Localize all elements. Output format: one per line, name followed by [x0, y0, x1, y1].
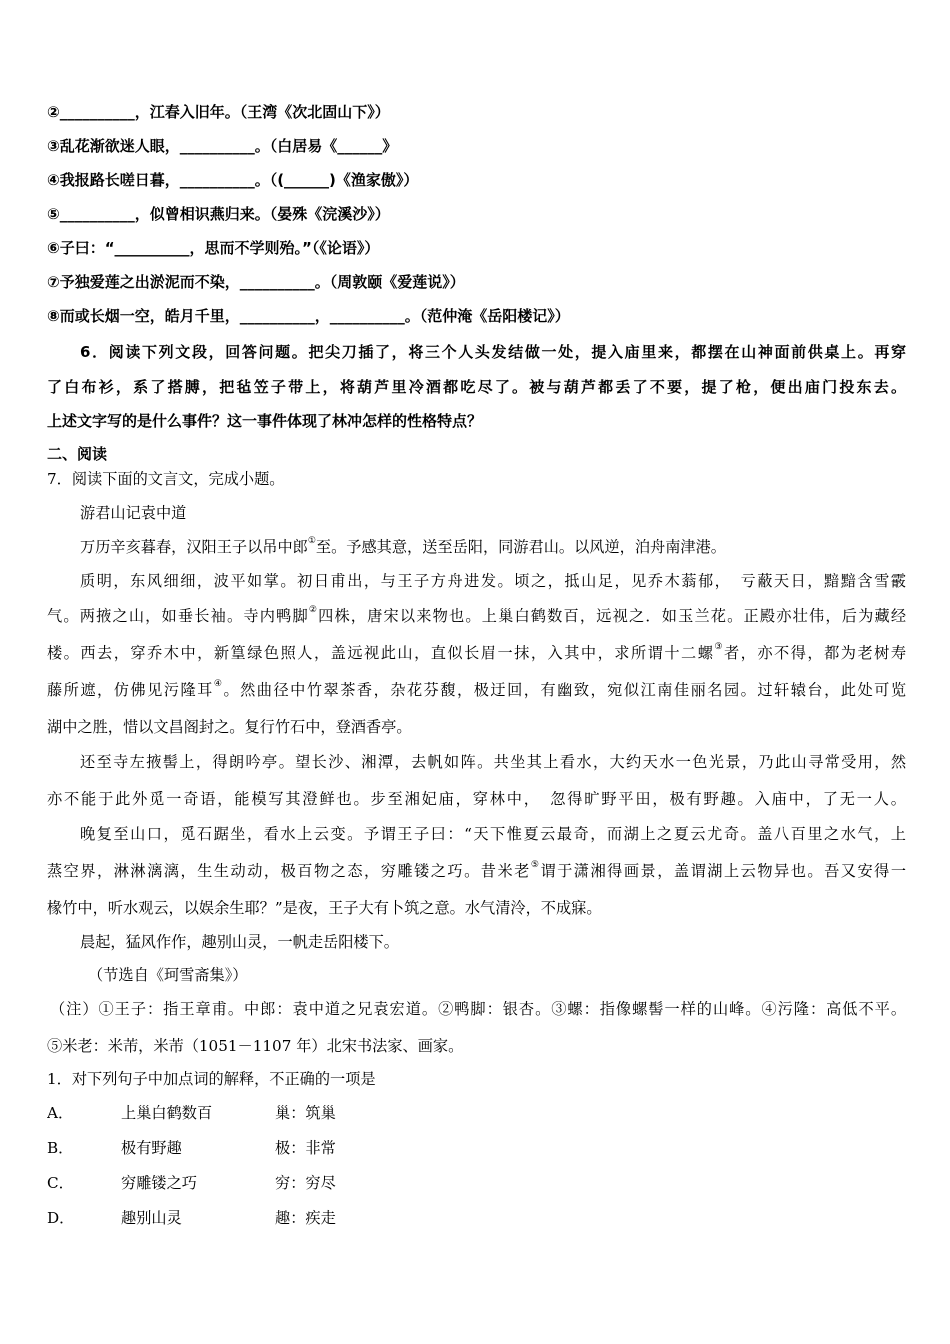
notes-line-2: ⑤米老：米芾，米芾（1051－1107 年）北宋书法家、画家。: [47, 1037, 464, 1055]
q7-intro: 7．阅读下面的文言文，完成小题。: [47, 470, 285, 488]
passage-p3-line-1: 还至寺左掖髻上，得朗吟亭。望长沙、湘潭，去帆如阵。共坐其上看水，大约天水一色光景，乃此山寻常受用，然: [80, 753, 906, 771]
subq1-stem: 1．对下列句子中加点词的解释，不正确的一项是: [47, 1070, 376, 1088]
option-gloss: 趣：疾走: [275, 1209, 336, 1227]
option-text: 极有野趣: [121, 1139, 182, 1157]
option-label: D．: [47, 1209, 75, 1227]
option-text: 上巢白鹤数百: [121, 1104, 213, 1122]
q6-line-2: 了白布衫，系了搭膊，把毡笠子带上，将葫芦里冷酒都吃尽了。被与葫芦都丢了不要，提了枪，便出庙门投东去。: [47, 378, 906, 396]
option-d[interactable]: [47, 1207, 906, 1229]
fill-blank-4: ④我报路长嗟日暮，__________。（(______)《渔家傲》）: [47, 171, 419, 189]
notes-line-1: （注）①王子：指王章甫。中郎：袁中道之兄袁宏道。②鸭脚：银杏。③螺：指像螺髻一样的山峰。④污隆：高低不平。: [50, 1000, 906, 1018]
fill-blank-3: ③乱花渐欲迷人眼，__________。（白居易《______》: [47, 137, 398, 155]
note-marker-5: ⑤: [530, 860, 541, 870]
option-gloss: 极：非常: [275, 1139, 336, 1157]
passage-p2-line-2: 气。两掖之山，如垂长袖。寺内鸭脚②四株，唐宋以来物也。上巢白鹤数百，远视之．如玉兰花。正殿亦壮伟，后为藏经: [47, 605, 906, 625]
option-gloss: 巢：筑巢: [275, 1104, 336, 1122]
note-marker-2: ②: [308, 605, 319, 615]
fill-blank-8: ⑧而或长烟一空，皓月千里，__________，__________。（范仲淹《岳阳楼记》）: [47, 307, 570, 325]
q6-line-3: 上述文字写的是什么事件？这一事件体现了林冲怎样的性格特点？: [47, 412, 483, 430]
passage-p2-line-4: 藤所遮，仿佛见污隆耳④。然曲径中竹翠茶香，杂花芬馥，极迂回，有幽致，宛似江南佳丽名园。过轩辕台，此处可览: [47, 679, 906, 699]
passage-p4-line-3: 椽竹中，听水观云，以娱余生耶？”是夜，王子大有卜筑之意。水气清泠，不成寐。: [47, 899, 602, 917]
option-gloss: 穷：穷尽: [275, 1174, 336, 1192]
passage-p3-line-2: 亦不能于此外觅一奇语，能模写其澄鲜也。步至湘妃庙，穿林中， 忽得旷野平田，极有野趣。入庙中，了无一人。: [47, 790, 906, 808]
option-text: 穷雕镂之巧: [121, 1174, 197, 1192]
passage-p2-line-5: 湖中之胜，惜以文昌阁封之。复行竹石中，登酒香亭。: [47, 718, 412, 736]
passage-p2-line-1: 质明，东风细细，波平如掌。初日甫出，与王子方舟进发。顷之，抵山足，见乔木蓊郁， 亏蔽天日，黯黯含雪霰: [80, 572, 906, 590]
note-marker-1: ①: [307, 536, 316, 546]
passage-p5: 晨起，猛风作作，趣别山灵，一帆走岳阳楼下。: [80, 933, 399, 951]
fill-blank-2: ②__________，江春入旧年。（王湾《次北固山下》）: [47, 103, 390, 121]
fill-blank-7: ⑦予独爱莲之出淤泥而不染，__________。（周敦颐《爱莲说》）: [47, 273, 465, 291]
passage-source: （节选自《珂雪斋集》）: [88, 966, 248, 984]
option-a[interactable]: [47, 1102, 906, 1124]
option-b[interactable]: [47, 1137, 906, 1159]
section-heading: 二、阅读: [47, 445, 108, 463]
passage-p4-line-1: 晚复至山口，觅石踞坐，看水上云变。予谓王子曰：“天下惟夏云最奇，而湖上之夏云尤奇。盖八百里之水气，上: [80, 825, 906, 843]
passage-p1: 万历辛亥暮春，汉阳王子以吊中郎①至。予感其意，送至岳阳，同游君山。以风逆，泊舟南津港。: [80, 536, 726, 556]
note-marker-3: ③: [714, 642, 724, 652]
option-label: C．: [47, 1174, 74, 1192]
fill-blank-6: ⑥子曰：“__________，思而不学则殆。”（《论语》）: [47, 239, 380, 257]
option-c[interactable]: [47, 1172, 906, 1194]
passage-p2-line-3: 楼。西去，穿乔木中，新篁绿色照人，盖远视此山，直似长眉一抹，入其中，求所谓十二螺③者，亦不得，都为老树寿: [47, 642, 906, 662]
note-marker-4: ④: [213, 679, 224, 689]
passage-title: 游君山记袁中道: [80, 504, 187, 522]
fill-blank-5: ⑤__________，似曾相识燕归来。（晏殊《浣溪沙》）: [47, 205, 390, 223]
option-text: 趣别山灵: [121, 1209, 182, 1227]
option-label: B．: [47, 1139, 74, 1157]
passage-p4-line-2: 蒸空界，淋淋漓漓，生生动动，极百物之态，穷雕镂之巧。昔米老⑤谓于潇湘得画景，盖谓湖上云物异也。吾又安得一: [47, 860, 906, 880]
option-label: A．: [47, 1104, 74, 1122]
q6-line-1: 6．阅读下列文段，回答问题。把尖刀插了，将三个人头发结做一处，提入庙里来，都摆在山神面前供桌上。再穿: [80, 343, 906, 361]
